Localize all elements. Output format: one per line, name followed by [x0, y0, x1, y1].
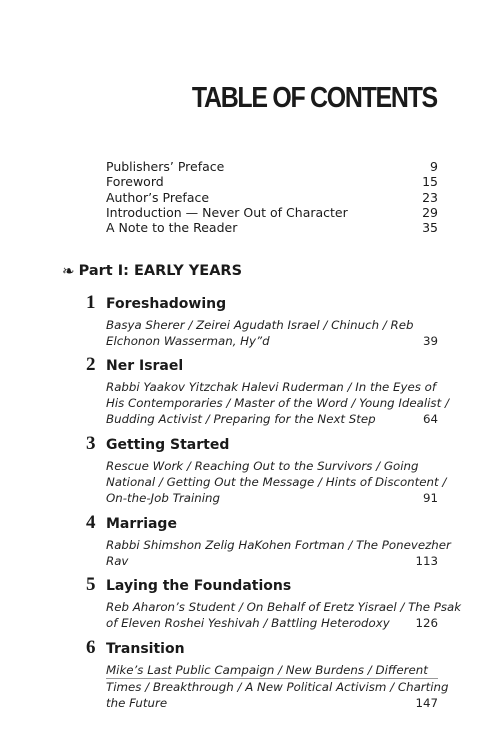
- part-heading: [62, 262, 242, 280]
- chapter-number: 2: [86, 354, 96, 375]
- subtopic-line: Rabbi Shimshon Zelig HaKohen Fortman / The Ponevezher: [106, 538, 451, 552]
- subtopic-line: On-the-Job Training: [106, 491, 220, 505]
- toc-entry-page: 35: [422, 220, 438, 236]
- chapter-subtopics: [106, 599, 462, 631]
- chapter-number: 3: [86, 433, 96, 454]
- subtopic-line: National / Getting Out the Message / Hints of Discontent /: [106, 475, 447, 489]
- subtopic-line: Rabbi Yaakov Yitzchak Halevi Ruderman / In the Eyes of: [106, 380, 437, 394]
- chapter-entry[interactable]: [86, 292, 438, 349]
- chapter-entry[interactable]: [86, 637, 449, 711]
- chapter-number: 1: [86, 292, 96, 313]
- chapter-title: Marriage: [106, 516, 177, 532]
- chapter-page: 91: [422, 491, 438, 505]
- subtopic-line: of Eleven Roshei Yeshivah / Battling Heterodoxy: [106, 616, 390, 630]
- chapter-page: 64: [422, 412, 438, 426]
- subtopic-line: His Contemporaries / Master of the Word / Young Idealist /: [106, 396, 449, 410]
- toc-entry-page: 15: [422, 174, 438, 190]
- chapter-title: Ner Israel: [106, 358, 184, 374]
- chapter-subtopics: [106, 458, 447, 506]
- toc-entry-page: 23: [422, 189, 438, 205]
- subtopic-line: Elchonon Wasserman, Hy”d: [106, 334, 270, 348]
- page-title: TABLE OF CONTENTS: [191, 82, 437, 114]
- chapter-number: 4: [86, 512, 96, 533]
- subtopic-line: Reb Aharon’s Student / On Behalf of Eretz Yisrael / The Psak: [106, 600, 462, 614]
- chapter-entry[interactable]: [86, 512, 451, 569]
- chapter-page: 126: [415, 616, 438, 630]
- chapter-page: 113: [415, 554, 438, 568]
- chapter-entry[interactable]: [86, 354, 449, 427]
- subtopic-line: the Future: [106, 696, 168, 710]
- front-matter-list: [106, 159, 438, 235]
- subtopic-line: Mike’s Last Public Campaign / New Burdens / Different: [106, 663, 428, 677]
- toc-entry-label: Foreword: [106, 174, 164, 190]
- chapter-subtopics: [106, 317, 438, 349]
- subtopic-line: Rav: [106, 554, 129, 568]
- chapter-entry[interactable]: [86, 574, 462, 631]
- chapter-subtopics: [106, 537, 451, 569]
- chapter-title: Laying the Foundations: [106, 578, 292, 594]
- chapter-page: 39: [422, 334, 438, 348]
- toc-entry-page: 29: [422, 204, 438, 220]
- chapter-title: Getting Started: [106, 437, 230, 453]
- chapter-title: Transition: [106, 641, 185, 657]
- toc-entry[interactable]: [106, 159, 438, 174]
- chapter-subtopics: [106, 379, 449, 427]
- chapter-page: 147: [415, 696, 438, 710]
- toc-entry[interactable]: [106, 174, 438, 189]
- subtopic-line: Budding Activist / Preparing for the Next Step: [106, 412, 376, 426]
- subtopic-line: Basya Sherer / Zeirei Agudath Israel / Chinuch / Reb: [106, 318, 414, 332]
- part-heading-label: Part I: EARLY YEARS: [78, 263, 243, 279]
- chapter-subtopics: [106, 662, 449, 711]
- toc-entry-label: Publishers’ Preface: [106, 159, 225, 174]
- toc-entry[interactable]: [106, 205, 438, 220]
- chapter-entry[interactable]: [86, 433, 447, 506]
- subtopic-line: Times / Breakthrough / A New Political Activism / Charting: [106, 680, 449, 694]
- chapter-number: 6: [86, 637, 96, 658]
- toc-entry[interactable]: [106, 220, 438, 235]
- toc-entry-label: Introduction — Never Out of Character: [106, 204, 348, 220]
- chapter-title: Foreshadowing: [106, 296, 227, 312]
- fleuron-icon: ❧: [62, 262, 73, 280]
- toc-entry[interactable]: [106, 190, 438, 205]
- toc-entry-page: 9: [430, 159, 438, 174]
- chapter-number: 5: [86, 574, 96, 595]
- toc-entry-label: Author’s Preface: [106, 189, 210, 205]
- toc-entry-label: A Note to the Reader: [106, 220, 238, 236]
- subtopic-line: Rescue Work / Reaching Out to the Survivors / Going: [106, 459, 419, 473]
